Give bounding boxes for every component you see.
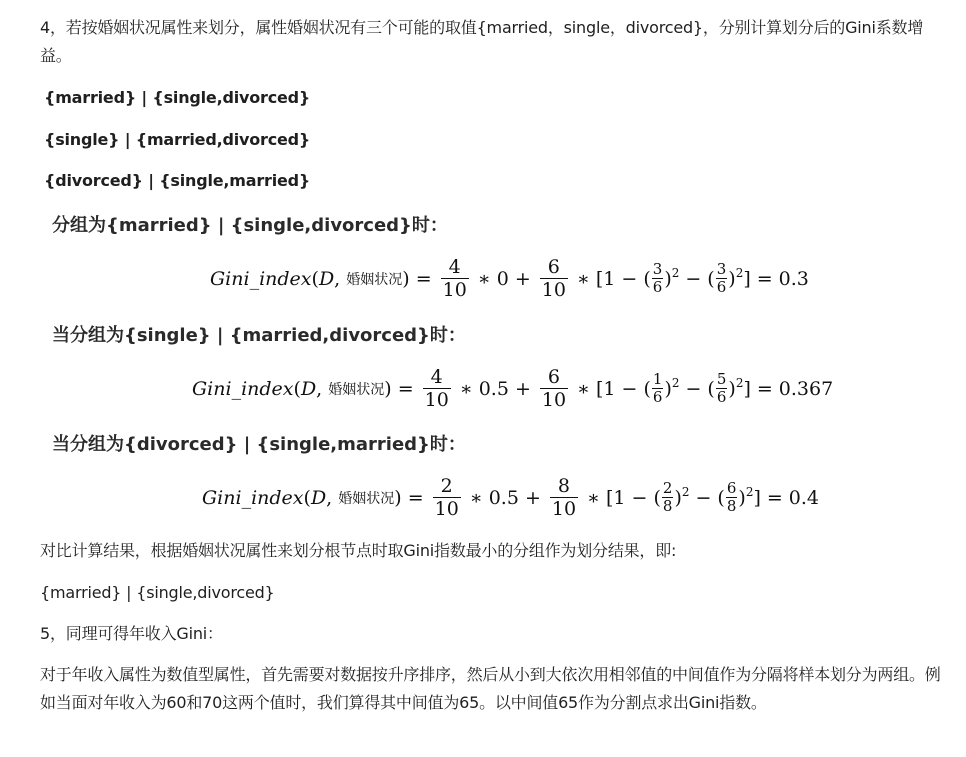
case1-weight2: $\frac{6}{10}$ bbox=[541, 256, 566, 301]
case1-p1: $\frac{3}{6}$ bbox=[652, 260, 663, 296]
case1-result: 0.3 bbox=[778, 267, 809, 290]
case2-formula: Gini_index ( D , 婚姻状况 ) = $\frac{4}{10}$ ∗ 0.5 + $\frac{6}{10}$ ∗ [1 − ( $\frac{1}{6}$ ) $^2$ − ( $\frac{5}{6}$ ) $^2$ ] = 0.367 bbox=[192, 366, 834, 411]
split-option-3: {divorced} | {single,married} bbox=[44, 171, 311, 190]
case2-p1: $\frac{1}{6}$ bbox=[652, 370, 663, 406]
case3-lhs-attr: 婚姻状况 bbox=[338, 490, 395, 507]
case3-gini1: 0.5 bbox=[488, 486, 519, 509]
case2-gini1: 0.5 bbox=[478, 377, 509, 400]
split-option-1: {married} | {single,divorced} bbox=[44, 88, 311, 107]
step5-title: 5，同理可得年收入Gini： bbox=[40, 624, 223, 643]
conclusion-result: {married} | {single,divorced} bbox=[40, 583, 275, 602]
step5-body: 对于年收入属性为数值型属性，首先需要对数据按升序排序，然后从小到大依次用相邻值的中间值作为分隔将样本划分为两组。例如当面对年收入为60和70这两个值时，我们算得其中间值为65。以中间值65作为分割点求出Gini指数。 bbox=[40, 665, 941, 712]
case2-weight2: $\frac{6}{10}$ bbox=[541, 366, 567, 411]
case2-weight1: $\frac{4}{10}$ bbox=[424, 366, 449, 411]
case2-p2: $\frac{5}{6}$ bbox=[716, 370, 727, 406]
case2-lhs-func: Gini_index bbox=[192, 377, 294, 400]
case2-result: 0.367 bbox=[778, 377, 834, 400]
case2-lhs-attr: 婚姻状况 bbox=[328, 381, 385, 398]
case1-weight1: $\frac{4}{10}$ bbox=[442, 256, 467, 301]
case1-heading: 分组为{married} | {single,divorced}时： bbox=[52, 215, 448, 236]
case3-lhs-var: D bbox=[310, 486, 327, 509]
case1-p2: $\frac{3}{6}$ bbox=[716, 260, 727, 296]
case3-result: 0.4 bbox=[788, 486, 820, 509]
case3-p2: $\frac{6}{8}$ bbox=[726, 479, 737, 515]
case2-lhs-var: D bbox=[300, 377, 317, 400]
case3-formula: Gini_index ( D , 婚姻状况 ) = $\frac{2}{10}$ ∗ 0.5 + $\frac{8}{10}$ ∗ [1 − ( $\frac{2}{8}$ ) $^2$ − ( $\frac{6}{8}$ ) $^2$ ] = 0.4 bbox=[202, 475, 820, 520]
case3-heading: 当分组为{divorced} | {single,married}时： bbox=[52, 434, 466, 455]
case1-lhs-func: Gini_index bbox=[210, 267, 312, 290]
case3-lhs-func: Gini_index bbox=[202, 486, 304, 509]
case3-weight1: $\frac{2}{10}$ bbox=[434, 475, 459, 520]
case1-gini1: 0 bbox=[496, 267, 509, 290]
case1-lhs-var: D bbox=[318, 267, 335, 290]
case1-formula: Gini_index ( D , 婚姻状况 ) = $\frac{4}{10}$ ∗ 0 + $\frac{6}{10}$ ∗ [1 − ( $\frac{3}{6}$ ) $^2$ − ( $\frac{3}{6}$ ) $^2$ ] = 0.3 bbox=[210, 256, 809, 301]
case1-lhs-attr: 婚姻状况 bbox=[346, 271, 403, 288]
split-option-2: {single} | {married,divorced} bbox=[44, 130, 311, 149]
case2-heading: 当分组为{single} | {married,divorced}时： bbox=[52, 325, 466, 346]
case3-weight2: $\frac{8}{10}$ bbox=[551, 475, 577, 520]
conclusion-text: 对比计算结果，根据婚姻状况属性来划分根节点时取Gini指数最小的分组作为划分结果，即: bbox=[40, 541, 677, 560]
step4-intro: 4，若按婚姻状况属性来划分，属性婚姻状况有三个可能的取值{married，single，divorced}，分别计算划分后的Gini系数增益。 bbox=[40, 18, 924, 65]
case3-p1: $\frac{2}{8}$ bbox=[662, 479, 673, 515]
